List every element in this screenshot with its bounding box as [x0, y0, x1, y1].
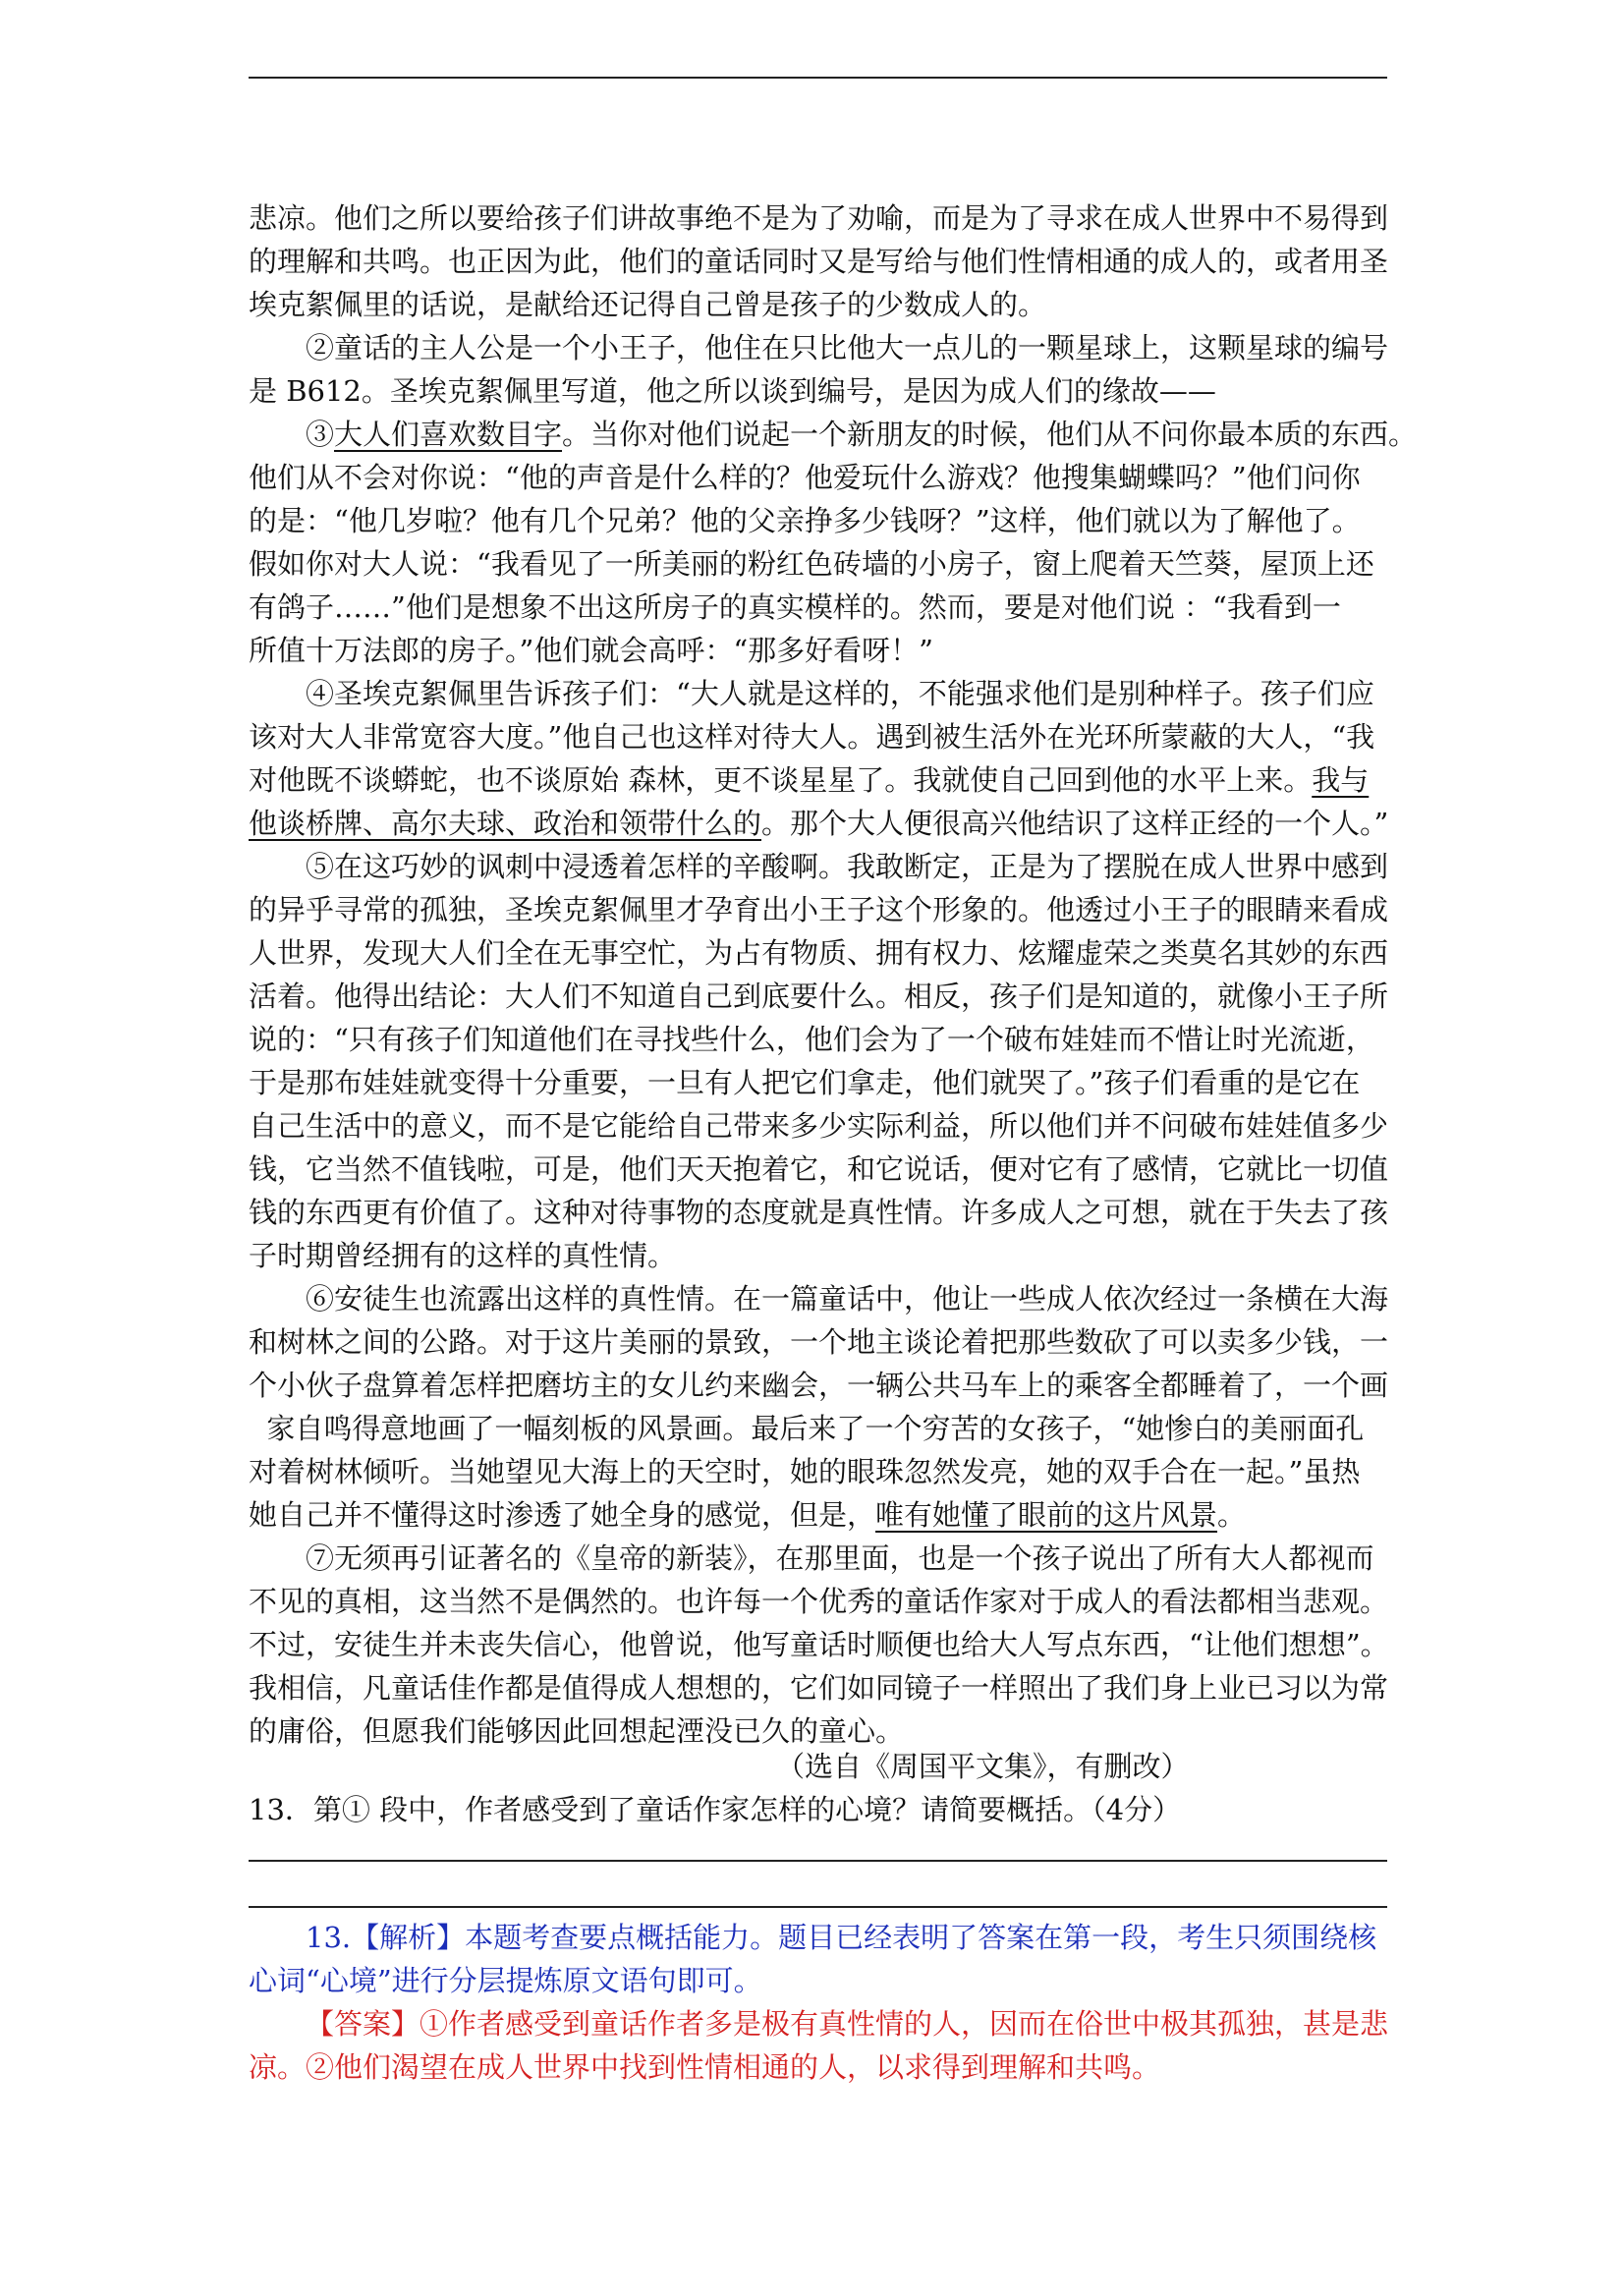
text-line: 是 B612。圣埃克絮佩里写道，他之所以谈到编号，是因为成人们的缘故—— [249, 374, 1216, 408]
text-line: 说的：“只有孩子们知道他们在寻找些什么，他们会为了一个破布娃娃而不惜让时光流逝， [249, 1023, 1374, 1056]
text-span: ①作者感受到童话作者多是极有真性情的人，因而在俗世中极其孤独，甚是悲 [420, 2007, 1389, 2041]
text-span: 本题考查要点概括能力。题目已经表明了答案在第一段，考生只须围绕核 [465, 1921, 1377, 1954]
text-line: ②童话的主人公是一个小王子，他住在只比他大一点儿的一颗星球上，这颗星球的编号 [306, 331, 1389, 364]
text-span: 。 [1217, 1498, 1247, 1532]
text-line [249, 413, 1418, 456]
text-line [249, 758, 1387, 802]
text-line: 人世界，发现大人们全在无事空忙，为占有物质、拥有权力、炫耀虚荣之类莫名其妙的东西 [249, 936, 1389, 970]
text-line: 该对大人非常宽容大度。”他自己也这样对待大人。遇到被生活外在光环所蒙蔽的大人，“我 [249, 720, 1375, 754]
text-span: 。当你对他们说起一个新朋友的时候，他们从不问你最本质的东西。 [562, 418, 1418, 451]
text-line: 悲凉。他们之所以要给孩子们讲故事绝不是为了劝喻，而是为了寻求在成人世界中不易得到 [249, 201, 1389, 235]
text-line: 家自鸣得意地画了一幅刻板的风景画。最后来了一个穷苦的女孩子，“她惨白的美丽面孔 [249, 1412, 1365, 1445]
text-line: 不见的真相，这当然不是偶然的。也许每一个优秀的童话作家对于成人的看法都相当悲观。 [249, 1585, 1389, 1618]
reading-passage [249, 196, 1418, 1753]
text-line [249, 2002, 1387, 2045]
solution-analysis [249, 1916, 1387, 2002]
text-line: 的庸俗，但愿我们能够因此回想起湮没已久的童心。 [249, 1714, 905, 1748]
text-line [249, 802, 1387, 845]
text-line [249, 1916, 1387, 1959]
text-line: 有鸽子……”他们是想象不出这所房子的真实模样的。然而，要是对他们说 ：“我看到一 [249, 590, 1341, 624]
paragraph-3 [249, 413, 1418, 672]
text-line: 的异乎寻常的孤独，圣埃克絮佩里才孕育出小王子这个形象的。他透过小王子的眼睛来看成 [249, 893, 1389, 926]
paragraph-number: ③ [306, 418, 335, 451]
text-line: 钱的东西更有价值了。这种对待事物的态度就是真性情。许多成人之可想，就在于失去了孩 [249, 1196, 1389, 1229]
paragraph-2 [249, 326, 1387, 413]
paragraph-6 [249, 1277, 1387, 1537]
text-line: 他们从不会对你说：“他的声音是什么样的？他爱玩什么游戏？他搜集蝴蝶吗？”他们问你 [249, 461, 1361, 494]
paragraph-7 [249, 1537, 1387, 1753]
text-span: 。那个大人便很高兴他结识了这样正经的一个人。” [761, 807, 1389, 840]
question-13: 13．第① 段中，作者感受到了童话作家怎样的心境？请简要概括。（4分） [249, 1793, 1182, 1826]
text-line: ⑤在这巧妙的讽刺中浸透着怎样的辛酸啊。我敢断定，正是为了摆脱在成人世界中感到 [306, 850, 1389, 883]
text-line: 钱，它当然不值钱啦，可是，他们天天抱着它，和它说话，便对它有了感情，它就比一切值 [249, 1152, 1389, 1186]
paragraph-4 [249, 672, 1387, 845]
analysis-label: 13.【解析】 [306, 1921, 466, 1954]
text-line: ⑦无须再引证著名的《皇帝的新装》，在那里面，也是一个孩子说出了所有大人都视而 [306, 1541, 1374, 1575]
text-line: 个小伙子盘算着怎样把磨坊主的女儿约来幽会，一辆公共马车上的乘客全都睡着了，一个画 [249, 1369, 1389, 1402]
text-line: 的理解和共鸣。也正因为此，他们的童话同时又是写给与他们性情相通的成人的，或者用圣 [249, 245, 1389, 278]
text-line: 活着。他得出结论：大人们不知道自己到底要什么。相反，孩子们是知道的，就像小王子所 [249, 980, 1389, 1013]
answer-blank-line [249, 1860, 1387, 1862]
header-rule [249, 77, 1387, 79]
text-line: 不过，安徒生并未丧失信心，他曾说，他写童话时顺便也给大人写点东西，“让他们想想”。 [249, 1628, 1389, 1661]
text-line: 的是：“他几岁啦？他有几个兄弟？他的父亲挣多少钱呀？”这样，他们就以为了解他了。 [249, 504, 1361, 537]
text-line: 对着树林倾听。当她望见大海上的天空时，她的眼珠忽然发亮，她的双手合在一起。”虽热 [249, 1455, 1361, 1488]
text-line: 假如你对大人说：“我看见了一所美丽的粉红色砖墙的小房子，窗上爬着天竺葵，屋顶上还 [249, 547, 1374, 581]
text-line: 心词“心境”进行分层提炼原文语句即可。 [249, 1964, 762, 1997]
paragraph-1 [249, 196, 1387, 326]
text-span: 她自己并不懂得这时渗透了她全身的感觉，但是， [249, 1498, 876, 1532]
text-line: 子时期曾经拥有的这样的真性情。 [249, 1239, 677, 1272]
text-line: ④圣埃克絮佩里告诉孩子们：“大人就是这样的，不能强求他们是别种样子。孩子们应 [306, 677, 1374, 710]
text-line: 所值十万法郎的房子。”他们就会高呼：“那多好看呀！” [249, 634, 933, 667]
text-line: ⑥安徒生也流露出这样的真性情。在一篇童话中，他让一些成人依次经过一条横在大海 [306, 1282, 1389, 1316]
underlined-phrase: 他谈桥牌、高尔夫球、政治和领带什么的 [249, 807, 762, 840]
paragraph-5 [249, 845, 1387, 1277]
answer-label: 【答案】 [306, 2007, 420, 2041]
underlined-phrase: 我与 [1312, 763, 1370, 797]
text-line: 凉。②他们渴望在成人世界中找到性情相通的人，以求得到理解和共鸣。 [249, 2050, 1161, 2084]
underlined-phrase: 唯有她懂了眼前的这片风景 [875, 1498, 1218, 1532]
text-line: 于是那布娃娃就变得十分重要，一旦有人把它们拿走，他们就哭了。”孩子们看重的是它在 [249, 1066, 1361, 1099]
text-line: 我相信，凡童话佳作都是值得成人想想的，它们如同镜子一样照出了我们身上业已习以为常 [249, 1671, 1389, 1705]
text-line: 和树林之间的公路。对于这片美丽的景致，一个地主谈论着把那些数砍了可以卖多少钱，一 [249, 1325, 1389, 1359]
answer-blank-line [249, 1906, 1387, 1908]
source-citation: （选自《周国平文集》，有删改） [776, 1750, 1190, 1783]
underlined-phrase: 大人们喜欢数目字 [334, 418, 563, 451]
text-line: 埃克絮佩里的话说，是献给还记得自己曾是孩子的少数成人的。 [249, 288, 1047, 321]
text-line: 自己生活中的意义，而不是它能给自己带来多少实际利益，所以他们并不问破布娃娃值多少 [249, 1109, 1389, 1143]
text-span: 对他既不谈蟒蛇，也不谈原始 森林，更不谈星星了。我就使自己回到他的水平上来。 [249, 763, 1313, 797]
solution-answer [249, 2002, 1387, 2089]
text-line [249, 1493, 1387, 1537]
